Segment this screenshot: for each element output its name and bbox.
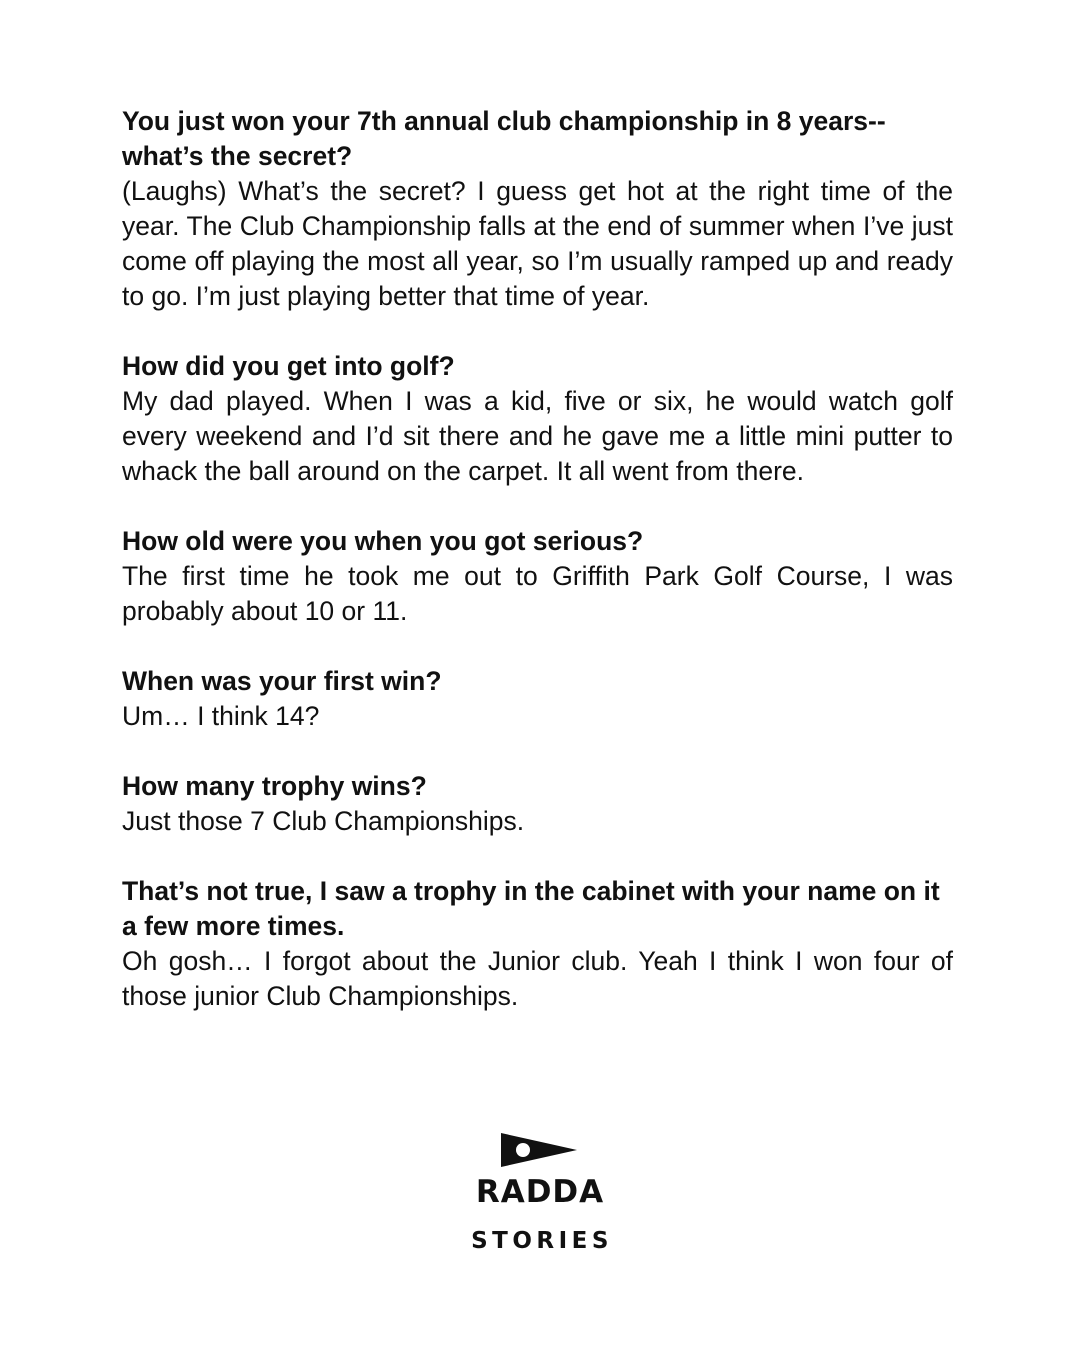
answer: (Laughs) What’s the secret? I guess get hot at the right time of the year. The Club Championship falls at the end of summer when I’ve just come off playing the most all year, so I’m usually ramped up and ready to go. I’m just playing better that time of year.: [122, 176, 953, 311]
answer: The first time he took me out to Griffith Park Golf Course, I was probably about 10 or 11.: [122, 561, 953, 626]
question: That’s not true, I saw a trophy in the cabinet with your name on it a few more times.: [122, 876, 940, 941]
qa-item: [122, 349, 953, 489]
qa-item: [122, 769, 953, 839]
answer: My dad played. When I was a kid, five or six, he would watch golf every weekend and I’d sit there and he gave me a little mini putter to whack the ball around on the carpet. It all went from there.: [122, 386, 953, 486]
answer: Um… I think 14?: [122, 701, 320, 731]
brand-tagline: STORIES: [471, 1228, 613, 1254]
radda-stories-logo: [0, 1130, 1080, 1255]
question: When was your first win?: [122, 666, 442, 696]
qa-item: [122, 664, 953, 734]
brand-name: RADDA: [475, 1174, 605, 1210]
question: How old were you when you got serious?: [122, 526, 644, 556]
interview: [122, 104, 953, 1049]
answer: Oh gosh… I forgot about the Junior club. Yeah I think I won four of those junior Club Championships.: [122, 946, 953, 1011]
question: How many trophy wins?: [122, 771, 427, 801]
qa-item: [122, 874, 953, 1014]
qa-item: [122, 104, 953, 314]
answer: Just those 7 Club Championships.: [122, 806, 525, 836]
pennant-flag-icon: [499, 1130, 579, 1170]
question: How did you get into golf?: [122, 351, 455, 381]
qa-item: [122, 524, 953, 629]
question: You just won your 7th annual club championship in 8 years--what’s the secret?: [122, 106, 886, 171]
